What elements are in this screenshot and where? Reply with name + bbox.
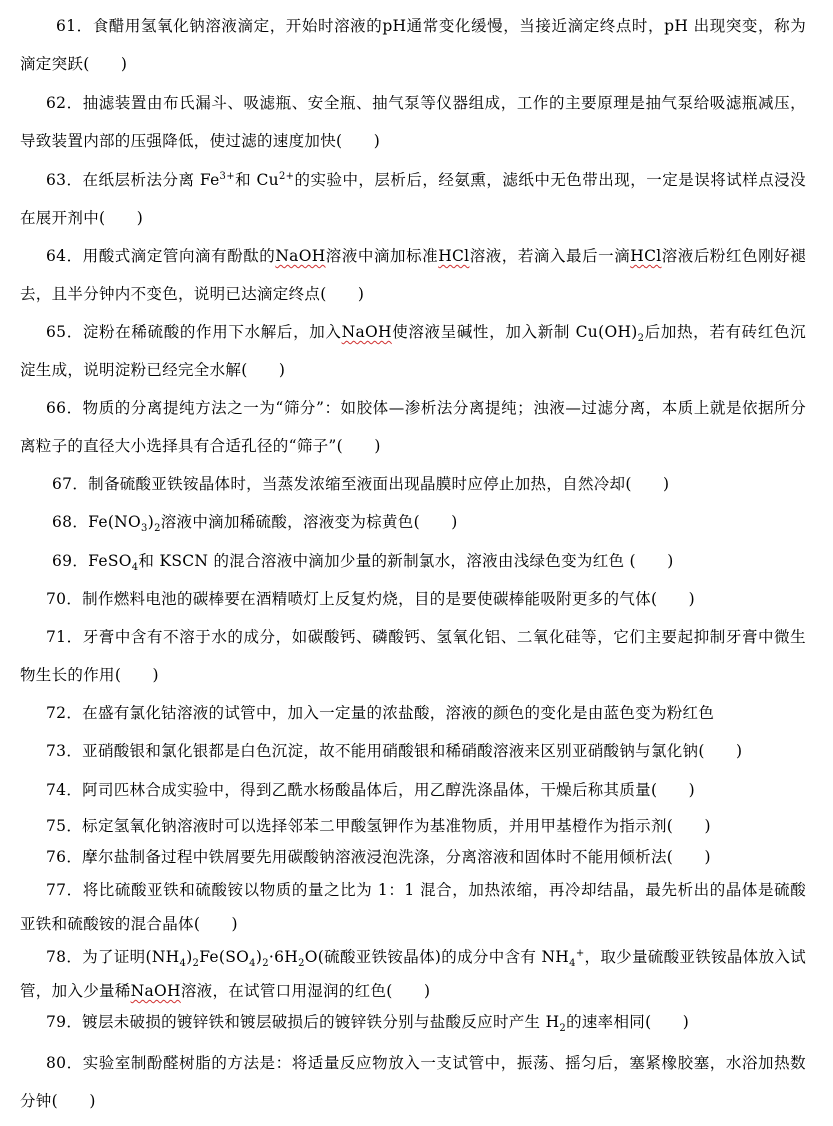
answer-blank: ( ) bbox=[83, 55, 128, 73]
question-number: 70 bbox=[46, 590, 67, 608]
question-67: 67．制备硫酸亚铁铵晶体时，当蒸发浓缩至液面出现晶膜时应停止加热，自然冷却( ) bbox=[52, 475, 670, 493]
question-68: 68．$Fe(NO_3)_2$溶液中滴加稀硫酸，溶液变为棕黄色( ) bbox=[52, 513, 458, 535]
question-number: 71 bbox=[46, 628, 67, 646]
question-number: 78 bbox=[46, 948, 67, 966]
question-text: 在盛有氯化钴溶液的试管中，加入一定量的浓盐酸，溶液的颜色的变化是由蓝色变为粉红色 bbox=[82, 704, 715, 722]
question-text: 溶液中滴加稀硫酸，溶液变为棕黄色 bbox=[160, 513, 414, 531]
question-text: 阿司匹林合成实验中，得到乙酰水杨酸晶体后，用乙醇洗涤晶体，干燥后称其质量 bbox=[82, 781, 651, 799]
question-76: 76．摩尔盐制备过程中铁屑要先用碳酸钠溶液浸泡洗涤，分离溶液和固体时不能用倾析法( ) bbox=[46, 848, 711, 866]
question-75: 75．标定氢氧化钠溶液时可以选择邻苯二甲酸氢钾作为基准物质，并用甲基橙作为指示剂( ) bbox=[46, 817, 711, 835]
formula-hcl: HCl bbox=[438, 247, 470, 265]
answer-blank: ( ) bbox=[698, 742, 743, 760]
question-number: 68 bbox=[52, 513, 73, 531]
question-text: 溶液后粉红色刚好褪去，且半分钟内不变色，说明已达滴定终点 bbox=[20, 247, 806, 303]
question-66: 66．物质的分离提纯方法之一为“筛分”：如胶体—渗析法分离提纯；浊液—过滤分离，本质上就是依据所分离粒子的直径大小选择具有合适孔径的“筛子”( ) bbox=[20, 399, 806, 455]
answer-blank: ( ) bbox=[645, 1013, 690, 1031]
subscript: 2 bbox=[192, 958, 200, 970]
question-number: 79 bbox=[46, 1013, 67, 1031]
question-text: 溶液，若滴入最后一滴 bbox=[469, 247, 631, 265]
question-text: 抽滤装置由布氏漏斗、吸滤瓶、安全瓶、抽气泵等仪器组成，工作的主要原理是抽气泵给吸滤瓶减压，导致装置内部的压强降低，使过滤的速度加快 bbox=[20, 94, 806, 150]
answer-blank: ( ) bbox=[625, 475, 670, 493]
answer-blank: ( ) bbox=[336, 132, 381, 150]
question-73: 73．亚硝酸银和氯化银都是白色沉淀，故不能用硝酸银和稀硝酸溶液来区别亚硝酸钠与氯化钠( ) bbox=[46, 742, 743, 760]
subscript: 2 bbox=[298, 958, 305, 970]
question-text: 制备硫酸亚铁铵晶体时，当蒸发浓缩至液面出现晶膜时应停止加热，自然冷却 bbox=[88, 475, 626, 493]
question-74: 74．阿司匹林合成实验中，得到乙酰水杨酸晶体后，用乙醇洗涤晶体，干燥后称其质量( ) bbox=[46, 781, 696, 799]
question-number: 66 bbox=[46, 399, 67, 417]
superscript: 2+ bbox=[278, 170, 295, 182]
question-text: 使溶液呈碱性，加入新制 Cu(OH) bbox=[391, 323, 638, 341]
answer-blank: ( ) bbox=[51, 1092, 96, 1110]
question-text: ) bbox=[186, 948, 193, 966]
question-text: 摩尔盐制备过程中铁屑要先用碳酸钠溶液浸泡洗涤，分离溶液和固体时不能用倾析法 bbox=[82, 848, 667, 866]
question-text: 溶液中滴加标准 bbox=[325, 247, 439, 265]
question-80: 80．实验室制酚醛树脂的方法是：将适量反应物放入一支试管中，振荡、摇匀后，塞紧橡胶塞，水浴加热数分钟( ) bbox=[20, 1054, 806, 1110]
question-text: 用酸式滴定管向滴有酚酞的 bbox=[82, 247, 276, 265]
question-72: 72．在盛有氯化钴溶液的试管中，加入一定量的浓盐酸，溶液的颜色的变化是由蓝色变为粉红色 bbox=[46, 704, 715, 722]
question-number: 63 bbox=[46, 171, 67, 189]
question-number: 69 bbox=[52, 552, 73, 570]
answer-blank: ( ) bbox=[241, 361, 286, 379]
formula: Fe(NO bbox=[88, 513, 142, 531]
subscript: 4 bbox=[179, 958, 187, 970]
question-text: 淀粉在稀硫酸的作用下水解后，加入 bbox=[82, 323, 342, 341]
answer-blank: ( ) bbox=[629, 552, 674, 570]
subscript: 2 bbox=[262, 958, 269, 970]
answer-blank: ( ) bbox=[114, 666, 159, 684]
answer-blank: ( ) bbox=[320, 285, 365, 303]
answer-blank: ( ) bbox=[99, 209, 144, 227]
formula-naoh: NaOH bbox=[275, 247, 326, 265]
question-text: 制作燃料电池的碳棒要在酒精喷灯上反复灼烧，目的是要使碳棒能吸附更多的气体 bbox=[82, 590, 651, 608]
question-number: 76 bbox=[46, 848, 67, 866]
question-text: 在纸层析法分离 Fe bbox=[82, 171, 220, 189]
question-text: 镀层未破损的镀锌铁和镀层破损后的镀锌铁分别与盐酸反应时产生 H bbox=[82, 1013, 560, 1031]
question-number: 62 bbox=[46, 94, 67, 112]
subscript: 4 bbox=[131, 562, 139, 574]
question-65: 65．淀粉在稀硫酸的作用下水解后，加入NaOH使溶液呈碱性，加入新制 $Cu(OH)_2$后加热，若有砖红色沉淀生成，说明淀粉已经完全水解( ) bbox=[20, 323, 806, 379]
question-text: 为了证明(NH bbox=[82, 948, 180, 966]
question-71: 71．牙膏中含有不溶于水的成分，如碳酸钙、磷酸钙、氢氧化铝、二氧化硅等，它们主要起抑制牙膏中微生物生长的作用( ) bbox=[20, 628, 806, 684]
formula-naoh: NaOH bbox=[341, 323, 392, 341]
question-text: 将比硫酸亚铁和硫酸铵以物质的量之比为 1：1 混合，加热浓缩，再冷却结晶，最先析出的晶体是硫酸亚铁和硫酸铵的混合晶体 bbox=[20, 881, 806, 933]
answer-blank: ( ) bbox=[336, 437, 381, 455]
question-61: 61．食醋用氢氧化钠溶液滴定，开始时溶液的pH通常变化缓慢，当接近滴定终点时，pH 出现突变，称为滴定突跃( ) bbox=[20, 17, 806, 73]
question-text: 和 KSCN 的混合溶液中滴加少量的新制氯水，溶液由浅绿色变为红色 bbox=[138, 552, 625, 570]
question-70: 70．制作燃料电池的碳棒要在酒精喷灯上反复灼烧，目的是要使碳棒能吸附更多的气体( ) bbox=[46, 590, 696, 608]
question-number: 80 bbox=[46, 1054, 67, 1072]
subscript: 4 bbox=[569, 958, 576, 970]
question-text: ·6H bbox=[268, 948, 299, 966]
formula: FeSO bbox=[88, 552, 132, 570]
question-text: 实验室制酚醛树脂的方法是：将适量反应物放入一支试管中，振荡、摇匀后，塞紧橡胶塞，水浴加热数分钟 bbox=[20, 1054, 806, 1110]
question-number: 72 bbox=[46, 704, 67, 722]
answer-blank: ( ) bbox=[386, 982, 431, 1000]
answer-blank: ( ) bbox=[413, 513, 458, 531]
question-text: 物质的分离提纯方法之一为“筛分”：如胶体—渗析法分离提纯；浊液—过滤分离，本质上就是依据所分离粒子的直径大小选择具有合适孔径的“筛子” bbox=[20, 399, 806, 455]
question-number: 74 bbox=[46, 781, 67, 799]
formula: ) bbox=[147, 513, 155, 531]
question-number: 75 bbox=[46, 817, 67, 835]
subscript: 2 bbox=[559, 1023, 567, 1035]
question-number: 73 bbox=[46, 742, 67, 760]
answer-blank: ( ) bbox=[666, 817, 711, 835]
subscript: 4 bbox=[249, 958, 256, 970]
formula-hcl: HCl bbox=[630, 247, 662, 265]
answer-blank: ( ) bbox=[650, 781, 696, 799]
subscript: 2 bbox=[154, 523, 161, 535]
question-text: 后加热，若有砖红色沉淀生成，说明淀粉已经完全水解 bbox=[20, 323, 806, 379]
question-text: 的速率相同 bbox=[566, 1013, 646, 1031]
question-number: 67 bbox=[52, 475, 73, 493]
superscript: 3+ bbox=[219, 170, 235, 182]
answer-blank: ( ) bbox=[666, 848, 711, 866]
subscript: 3 bbox=[141, 523, 148, 535]
question-69: 69．FeSO$_4$和 KSCN 的混合溶液中滴加少量的新制氯水，溶液由浅绿色变为红色 ( ) bbox=[52, 552, 674, 574]
superscript: + bbox=[575, 947, 585, 959]
question-text: 溶液，在试管口用湿润的红色 bbox=[180, 982, 387, 1000]
question-text: 的实验中，层析后，经氨熏，滤纸中无色带出现，一定是误将试样点浸没在展开剂中 bbox=[20, 171, 806, 227]
formula-naoh: NaOH bbox=[130, 982, 181, 1000]
question-number: 65 bbox=[46, 323, 67, 341]
subscript: 2 bbox=[637, 333, 645, 345]
question-63: 63．在纸层析法分离 $Fe^{3+}$和 $Cu^{2+}$的实验中，层析后，经氨熏，滤纸中无色带出现，一定是误将试样点浸没在展开剂中( ) bbox=[20, 170, 806, 227]
question-text: 标定氢氧化钠溶液时可以选择邻苯二甲酸氢钾作为基准物质，并用甲基橙作为指示剂 bbox=[82, 817, 667, 835]
question-text: 牙膏中含有不溶于水的成分，如碳酸钙、磷酸钙、氢氧化铝、二氧化硅等，它们主要起抑制牙膏中微生物生长的作用 bbox=[20, 628, 806, 684]
question-text: 食醋用氢氧化钠溶液滴定，开始时溶液的pH通常变化缓慢，当接近滴定终点时，pH 出现突变，称为滴定突跃 bbox=[20, 17, 806, 73]
question-64: 64．用酸式滴定管向滴有酚酞的NaOH溶液中滴加标准HCl溶液，若滴入最后一滴HCl溶液后粉红色刚好褪去，且半分钟内不变色，说明已达滴定终点( ) bbox=[20, 247, 806, 303]
question-78: 78．为了证明$(NH_4)_2Fe(SO_4)_2\cdot 6H_2O$(硫酸亚铁铵晶体)的成分中含有 $NH_4^+$，取少量硫酸亚铁铵晶体放入试管，加入少量稀NaOH溶液，在试管口用湿润的红色( ) bbox=[20, 947, 807, 1000]
question-62: 62．抽滤装置由布氏漏斗、吸滤瓶、安全瓶、抽气泵等仪器组成，工作的主要原理是抽气泵给吸滤瓶减压，导致装置内部的压强降低，使过滤的速度加快( ) bbox=[20, 94, 806, 150]
question-text: ) bbox=[255, 948, 263, 966]
question-number: 77 bbox=[46, 881, 67, 899]
question-number: 61 bbox=[56, 17, 77, 35]
question-79: 79．镀层未破损的镀锌铁和镀层破损后的镀锌铁分别与盐酸反应时产生 $H_2$的速率相同( ) bbox=[46, 1013, 690, 1035]
question-text: Fe(SO bbox=[199, 948, 250, 966]
answer-blank: ( ) bbox=[650, 590, 696, 608]
answer-blank: ( ) bbox=[193, 915, 238, 933]
question-number: 64 bbox=[46, 247, 67, 265]
question-text: O(硫酸亚铁铵晶体)的成分中含有 NH bbox=[304, 948, 570, 966]
question-text: 亚硝酸银和氯化银都是白色沉淀，故不能用硝酸银和稀硝酸溶液来区别亚硝酸钠与氯化钠 bbox=[82, 742, 699, 760]
question-text: ，取少量硫酸亚铁铵晶体放入试管，加入少量稀 bbox=[20, 948, 807, 1000]
question-text: 和 Cu bbox=[234, 171, 279, 189]
question-77: 77．将比硫酸亚铁和硫酸铵以物质的量之比为 1：1 混合，加热浓缩，再冷却结晶，最先析出的晶体是硫酸亚铁和硫酸铵的混合晶体( ) bbox=[20, 881, 806, 933]
